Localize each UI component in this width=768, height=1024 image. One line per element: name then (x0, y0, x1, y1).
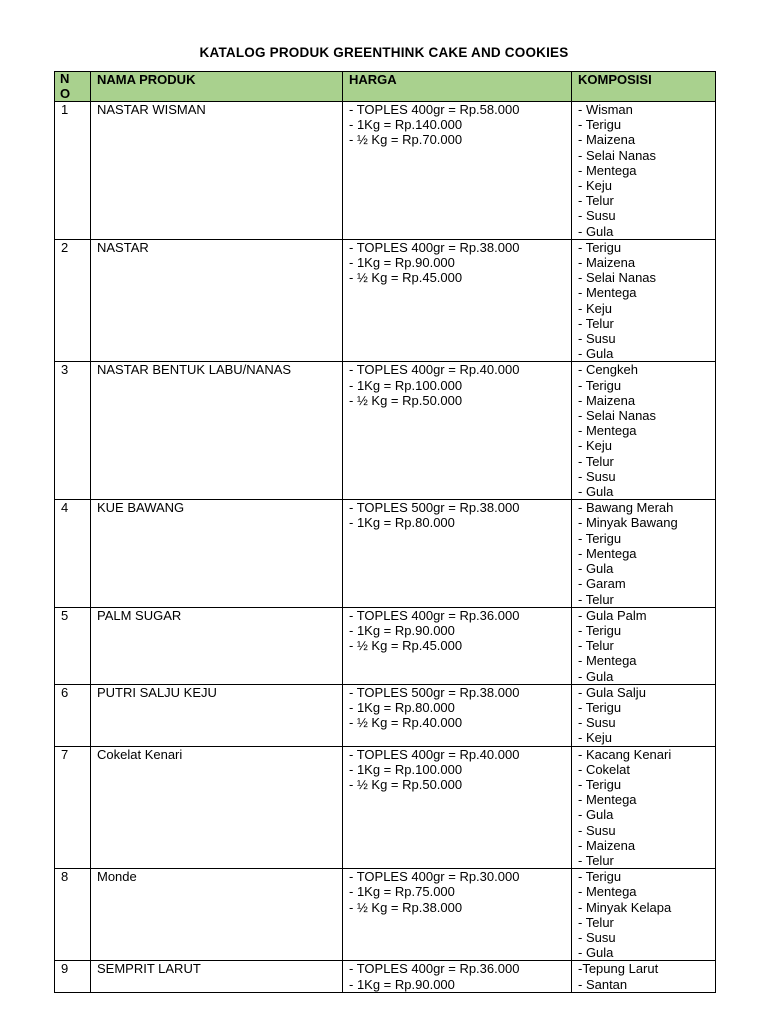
ingredient-line: - Bawang Merah (578, 500, 674, 516)
price-line: - 1Kg = Rp.140.000 (349, 117, 463, 133)
cell-no: 5 (55, 607, 91, 684)
table-row (55, 362, 716, 500)
table-row (55, 607, 716, 684)
price-line: - TOPLES 500gr = Rp.38.000 (349, 500, 520, 516)
cell-product-name: Monde (91, 869, 343, 961)
cell-no: 7 (55, 746, 91, 869)
ingredient-line: - Minyak Bawang (578, 515, 678, 531)
ingredient-line: - Gula Salju (578, 684, 646, 700)
ingredient-line: - Terigu (578, 239, 622, 255)
price-line: - 1Kg = Rp.100.000 (349, 761, 463, 777)
price-line: - ½ Kg = Rp.50.000 (349, 392, 463, 408)
ingredient-line: - Wisman (578, 102, 633, 117)
ingredient-line: - Terigu (578, 776, 622, 792)
ingredient-line: - Maizena (578, 392, 636, 408)
cell-composition (572, 961, 716, 992)
cell-composition (572, 607, 716, 684)
cell-price (343, 239, 572, 362)
ingredient-line: - Susu (578, 208, 616, 224)
header-no (55, 72, 91, 102)
ingredient-line: -Tepung Larut (578, 961, 659, 977)
ingredient-line: - Selai Nanas (578, 408, 657, 424)
ingredient-line: - Mentega (578, 884, 637, 900)
header-composition: KOMPOSISI (572, 72, 716, 102)
cell-product-name: PALM SUGAR (91, 607, 343, 684)
ingredient-line: - Gula (578, 561, 614, 577)
ingredient-line: - Gula (578, 668, 614, 684)
ingredient-line: - Selai Nanas (578, 270, 657, 286)
price-line: - TOPLES 400gr = Rp.40.000 (349, 746, 520, 762)
cell-no: 6 (55, 684, 91, 746)
cell-composition (572, 684, 716, 746)
ingredient-line: - Mentega (578, 162, 637, 178)
ingredient-line: - Susu (578, 468, 616, 484)
ingredient-line: - Telur (578, 453, 614, 469)
ingredient-line: - Keju (578, 178, 612, 194)
ingredient-line: - Cengkeh (578, 362, 638, 378)
header-no-line2: O (60, 85, 71, 101)
table-row (55, 869, 716, 961)
ingredient-line: - Susu (578, 929, 616, 945)
cell-price (343, 362, 572, 500)
cell-composition (572, 500, 716, 607)
ingredient-line: - Mentega (578, 792, 637, 808)
ingredient-line: - Gula (578, 346, 614, 362)
ingredient-line: - Gula (578, 223, 614, 239)
table-body (55, 102, 716, 993)
price-line: - 1Kg = Rp.100.000 (349, 377, 463, 393)
table-header-row (55, 72, 716, 102)
price-line: - TOPLES 400gr = Rp.36.000 (349, 961, 520, 977)
cell-no: 1 (55, 102, 91, 240)
price-line: - 1Kg = Rp.90.000 (349, 255, 455, 271)
price-line: - TOPLES 400gr = Rp.36.000 (349, 607, 520, 623)
cell-composition (572, 746, 716, 869)
table-row (55, 684, 716, 746)
ingredient-line: - Mentega (578, 653, 637, 669)
ingredient-line: - Gula Palm (578, 607, 647, 623)
cell-no: 4 (55, 500, 91, 607)
price-line: - ½ Kg = Rp.45.000 (349, 638, 463, 654)
ingredient-line: - Kacang Kenari (578, 746, 672, 762)
header-price: HARGA (343, 72, 572, 102)
ingredient-line: - Telur (578, 638, 614, 654)
ingredient-line: - Telur (578, 914, 614, 930)
ingredient-line: - Gula (578, 945, 614, 961)
product-catalog-table (54, 71, 716, 993)
ingredient-line: - Santan (578, 976, 628, 992)
ingredient-line: - Terigu (578, 377, 622, 393)
price-line: - 1Kg = Rp.75.000 (349, 884, 455, 900)
table-row (55, 500, 716, 607)
ingredient-line: - Terigu (578, 869, 622, 885)
cell-price (343, 102, 572, 240)
ingredient-line: - Telur (578, 591, 614, 607)
ingredient-line: - Keju (578, 438, 612, 454)
cell-product-name: SEMPRIT LARUT (91, 961, 343, 992)
cell-price (343, 607, 572, 684)
ingredient-line: - Telur (578, 193, 614, 209)
cell-composition (572, 239, 716, 362)
price-line: - TOPLES 500gr = Rp.38.000 (349, 684, 520, 700)
cell-product-name: Cokelat Kenari (91, 746, 343, 869)
ingredient-line: - Keju (578, 730, 612, 746)
cell-composition (572, 362, 716, 500)
cell-product-name: NASTAR BENTUK LABU/NANAS (91, 362, 343, 500)
ingredient-line: - Maizena (578, 837, 636, 853)
cell-product-name: NASTAR WISMAN (91, 102, 343, 240)
ingredient-line: - Gula (578, 807, 614, 823)
cell-price (343, 500, 572, 607)
cell-product-name: NASTAR (91, 239, 343, 362)
cell-no: 2 (55, 239, 91, 362)
ingredient-line: - Telur (578, 315, 614, 331)
cell-composition (572, 869, 716, 961)
table-row (55, 239, 716, 362)
table-row (55, 746, 716, 869)
price-line: - TOPLES 400gr = Rp.38.000 (349, 239, 520, 255)
header-name: NAMA PRODUK (91, 72, 343, 102)
cell-no: 9 (55, 961, 91, 992)
cell-no: 8 (55, 869, 91, 961)
price-line: - TOPLES 400gr = Rp.58.000 (349, 102, 520, 117)
ingredient-line: - Susu (578, 715, 616, 731)
cell-composition (572, 102, 716, 240)
ingredient-line: - Susu (578, 331, 616, 347)
ingredient-line: - Terigu (578, 530, 622, 546)
header-no-line1: N (60, 71, 70, 86)
cell-price (343, 961, 572, 992)
ingredient-line: - Susu (578, 822, 616, 838)
cell-no: 3 (55, 362, 91, 500)
price-line: - ½ Kg = Rp.45.000 (349, 270, 463, 286)
cell-price (343, 746, 572, 869)
ingredient-line: - Maizena (578, 255, 636, 271)
ingredient-line: - Minyak Kelapa (578, 899, 672, 915)
ingredient-line: - Keju (578, 300, 612, 316)
ingredient-line: - Terigu (578, 117, 622, 133)
price-line: - 1Kg = Rp.80.000 (349, 699, 455, 715)
cell-product-name: KUE BAWANG (91, 500, 343, 607)
ingredient-line: - Terigu (578, 622, 622, 638)
ingredient-line: - Garam (578, 576, 626, 592)
ingredient-line: - Maizena (578, 132, 636, 148)
price-line: - ½ Kg = Rp.40.000 (349, 715, 463, 731)
ingredient-line: - Terigu (578, 699, 622, 715)
ingredient-line: - Cokelat (578, 761, 631, 777)
cell-product-name: PUTRI SALJU KEJU (91, 684, 343, 746)
price-line: - TOPLES 400gr = Rp.40.000 (349, 362, 520, 378)
ingredient-line: - Mentega (578, 423, 637, 439)
catalog-title: KATALOG PRODUK GREENTHINK CAKE AND COOKIES (199, 45, 569, 60)
ingredient-line: - Telur (578, 852, 614, 868)
ingredient-line: - Gula (578, 484, 614, 500)
price-line: - ½ Kg = Rp.50.000 (349, 776, 463, 792)
cell-price (343, 869, 572, 961)
price-line: - 1Kg = Rp.80.000 (349, 515, 455, 531)
table-row (55, 961, 716, 992)
ingredient-line: - Selai Nanas (578, 147, 657, 163)
ingredient-line: - Mentega (578, 545, 637, 561)
ingredient-line: - Mentega (578, 285, 637, 301)
price-line: - TOPLES 400gr = Rp.30.000 (349, 869, 520, 885)
price-line: - 1Kg = Rp.90.000 (349, 976, 455, 992)
price-line: - ½ Kg = Rp.38.000 (349, 899, 463, 915)
table-row (55, 102, 716, 240)
price-line: - ½ Kg = Rp.70.000 (349, 132, 463, 148)
price-line: - 1Kg = Rp.90.000 (349, 622, 455, 638)
cell-price (343, 684, 572, 746)
